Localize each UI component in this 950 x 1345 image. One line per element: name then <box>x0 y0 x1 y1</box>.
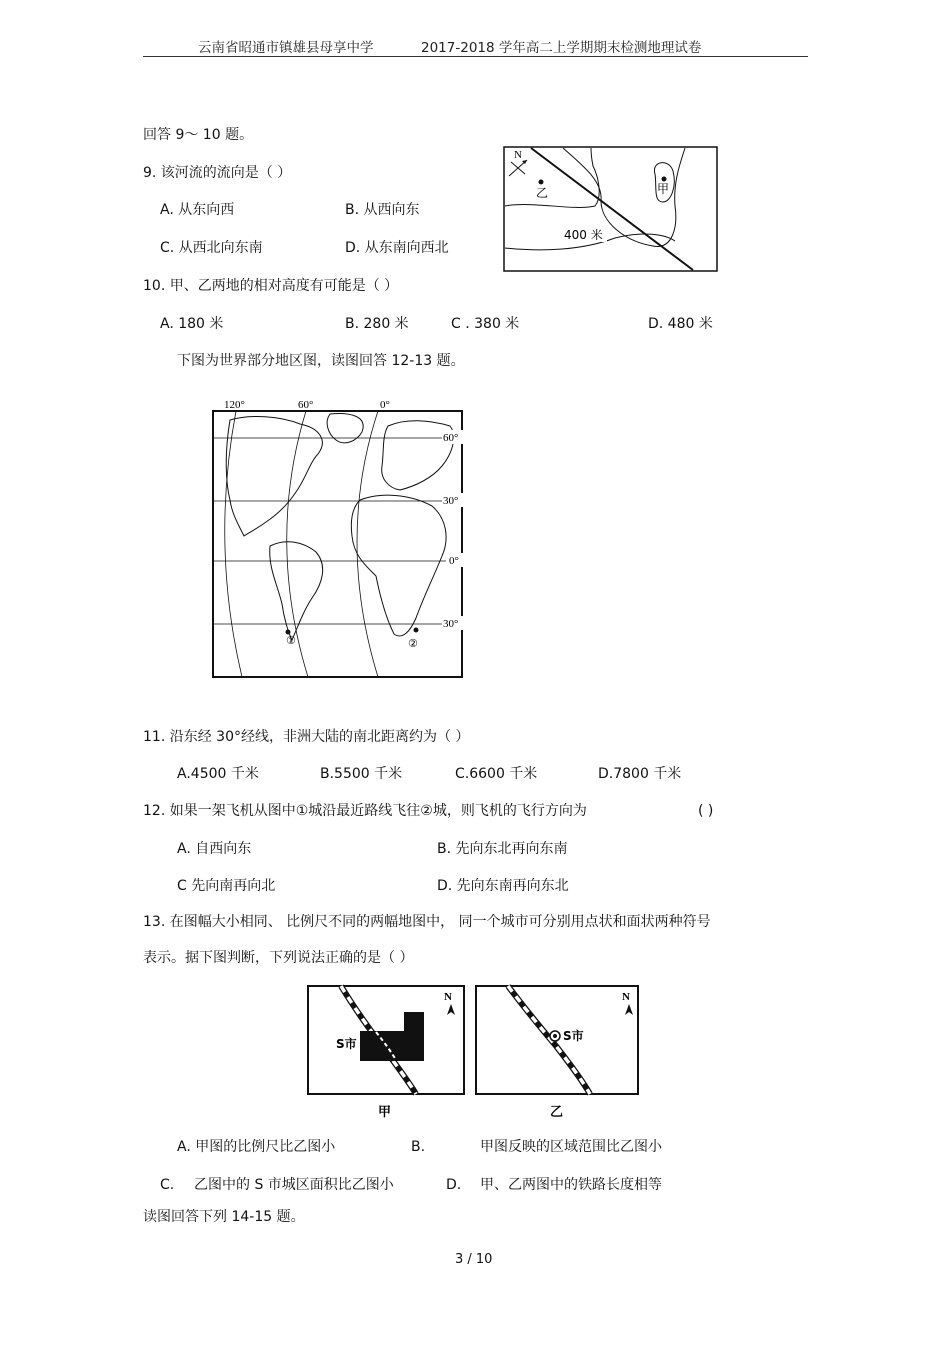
lon-60-label: 60° <box>298 399 314 411</box>
q13-option-c: 乙图中的 S 市城区面积比乙图小 <box>194 1177 394 1193</box>
q10-option-a: A. 180 米 <box>160 316 224 332</box>
q12-option-a: A. 自西向东 <box>177 841 252 857</box>
q11-option-d: D.7800 千米 <box>598 766 682 782</box>
q10-stem: 10. 甲、乙两地的相对高度有可能是（ ） <box>143 278 399 294</box>
lat-30s-label: 30° <box>443 618 459 630</box>
q9-option-d: D. 从东南向西北 <box>345 240 449 256</box>
q10-option-c: C . 380 米 <box>451 316 520 332</box>
q11-option-c: C.6600 千米 <box>455 766 538 782</box>
map-yi <box>474 984 640 1124</box>
contour-map <box>503 146 718 272</box>
map-yi-city-label: S市 <box>563 1029 584 1043</box>
header-rule <box>143 56 808 57</box>
lon-120-label: 120° <box>224 399 245 411</box>
map-jia <box>306 984 466 1124</box>
q13-option-b: 甲图反映的区域范围比乙图小 <box>480 1139 662 1155</box>
q13-option-d: 甲、乙两图中的铁路长度相等 <box>480 1177 662 1193</box>
q10-option-d: D. 480 米 <box>648 316 713 332</box>
map-yi-caption: 乙 <box>550 1105 564 1120</box>
lat-0-label: 0° <box>449 555 459 567</box>
point-yi <box>539 180 544 185</box>
intro-12-13: 下图为世界部分地区图，读图回答 12-13 题。 <box>177 353 465 369</box>
lat-30n-label: 30° <box>443 495 459 507</box>
q12-stem: 12. 如果一架飞机从图中①城沿最近路线飞往②城，则飞机的飞行方向为 <box>143 803 587 819</box>
world-city1-label: ① <box>286 634 296 647</box>
header-school: 云南省昭通市镇雄县母享中学 <box>198 40 374 56</box>
q9-option-b: B. 从西向东 <box>345 202 420 218</box>
intro-14-15: 读图回答下列 14-15 题。 <box>143 1209 305 1225</box>
point-jia <box>662 177 667 182</box>
map-jia-north-label: N <box>444 991 452 1003</box>
map1-contour-label: 400 米 <box>564 228 603 242</box>
map1-yi-label: 乙 <box>536 186 549 200</box>
q10-option-b: B. 280 米 <box>345 316 409 332</box>
q11-stem: 11. 沿东经 30°经线，非洲大陆的南北距离约为（ ） <box>143 729 470 745</box>
q9-option-c: C. 从西北向东南 <box>160 240 263 256</box>
map1-jia-label: 甲 <box>657 182 670 196</box>
header-title: 2017-2018 学年高二上学期期末检测地理试卷 <box>421 40 702 56</box>
q13-stem-line1: 13. 在图幅大小相同、 比例尺不同的两幅地图中， 同一个城市可分别用点状和面状两种符号 <box>143 914 711 930</box>
q13-option-b-letter: B. <box>411 1139 426 1155</box>
q9-stem: 9. 该河流的流向是（ ） <box>143 165 292 181</box>
page-number: 3 / 10 <box>455 1252 493 1267</box>
world-city2-label: ② <box>408 637 418 650</box>
map1-north-label: N <box>514 149 522 161</box>
q11-option-b: B.5500 千米 <box>320 766 403 782</box>
q11-option-a: A.4500 千米 <box>177 766 259 782</box>
lon-0-label: 0° <box>380 399 390 411</box>
lat-60n-label: 60° <box>443 432 459 444</box>
q13-option-d-letter: D. <box>446 1177 462 1193</box>
city2-marker <box>414 628 419 633</box>
intro-9-10: 回答 9～ 10 题。 <box>143 127 254 143</box>
q13-option-a: A. 甲图的比例尺比乙图小 <box>177 1139 336 1155</box>
q12-option-b: B. 先向东北再向东南 <box>437 841 568 857</box>
q13-option-c-letter: C. <box>160 1177 175 1193</box>
q12-option-c: C 先向南再向北 <box>177 878 276 894</box>
q13-stem-line2: 表示。据下图判断，下列说法正确的是（ ） <box>143 950 414 966</box>
q12-option-d: D. 先向东南再向东北 <box>437 878 569 894</box>
q12-paren: ( ) <box>698 803 714 819</box>
world-map <box>210 396 466 682</box>
map-jia-city-label: S市 <box>336 1037 357 1051</box>
q9-option-a: A. 从东向西 <box>160 202 235 218</box>
map-yi-north-label: N <box>622 991 630 1003</box>
map-jia-caption: 甲 <box>378 1105 392 1120</box>
